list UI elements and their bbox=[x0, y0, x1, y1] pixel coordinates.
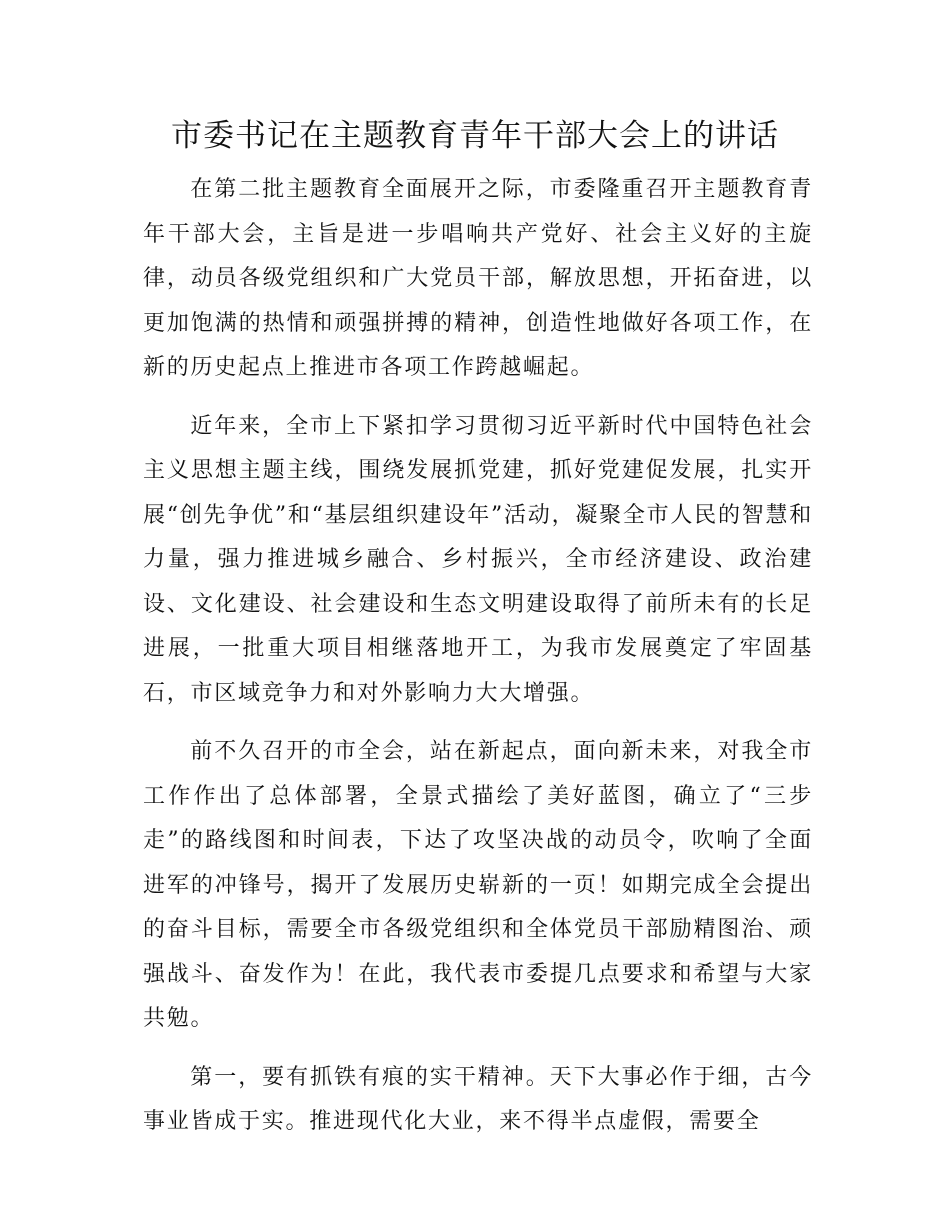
paragraph-1: 在第二批主题教育全面展开之际，市委隆重召开主题教育青年干部大会，主旨是进一步唱响共产党好、社会主义好的主旋律，动员各级党组织和广大党员干部，解放思想，开拓奋进，以更加饱满的热情和顽强拼搏的精神，创造性地做好各项工作，在新的历史起点上推进市各项工作跨越崛起。 bbox=[143, 177, 813, 380]
paragraph-4: 第一，要有抓铁有痕的实干精神。天下大事必作于细，古今事业皆成于实。推进现代化大业，来不得半点虚假，需要全 bbox=[143, 1064, 813, 1134]
document-body bbox=[143, 168, 813, 1159]
paragraph-3: 前不久召开的市全会，站在新起点，面向新未来，对我全市工作作出了总体部署，全景式描绘了美好蓝图，确立了“三步走”的路线图和时间表，下达了攻坚决战的动员令，吹响了全面进军的冲锋号，揭开了发展历史崭新的一页！如期完成全会提出的奋斗目标，需要全市各级党组织和全体党员干部励精图治、顽强战斗、奋发作为！在此，我代表市委提几点要求和希望与大家共勉。 bbox=[143, 739, 813, 1031]
document-title: 市委书记在主题教育青年干部大会上的讲话 bbox=[171, 118, 779, 154]
paragraph-2: 近年来，全市上下紧扣学习贯彻习近平新时代中国特色社会主义思想主题主线，围绕发展抓党建，抓好党建促发展，扎实开展“创先争优”和“基层组织建设年”活动，凝聚全市人民的智慧和力量，强力推进城乡融合、乡村振兴，全市经济建设、政治建设、文化建设、社会建设和生态文明建设取得了前所未有的长足进展，一批重大项目相继落地开工，为我市发展奠定了牢固基石，市区域竞争力和对外影响力大大增强。 bbox=[143, 413, 813, 706]
